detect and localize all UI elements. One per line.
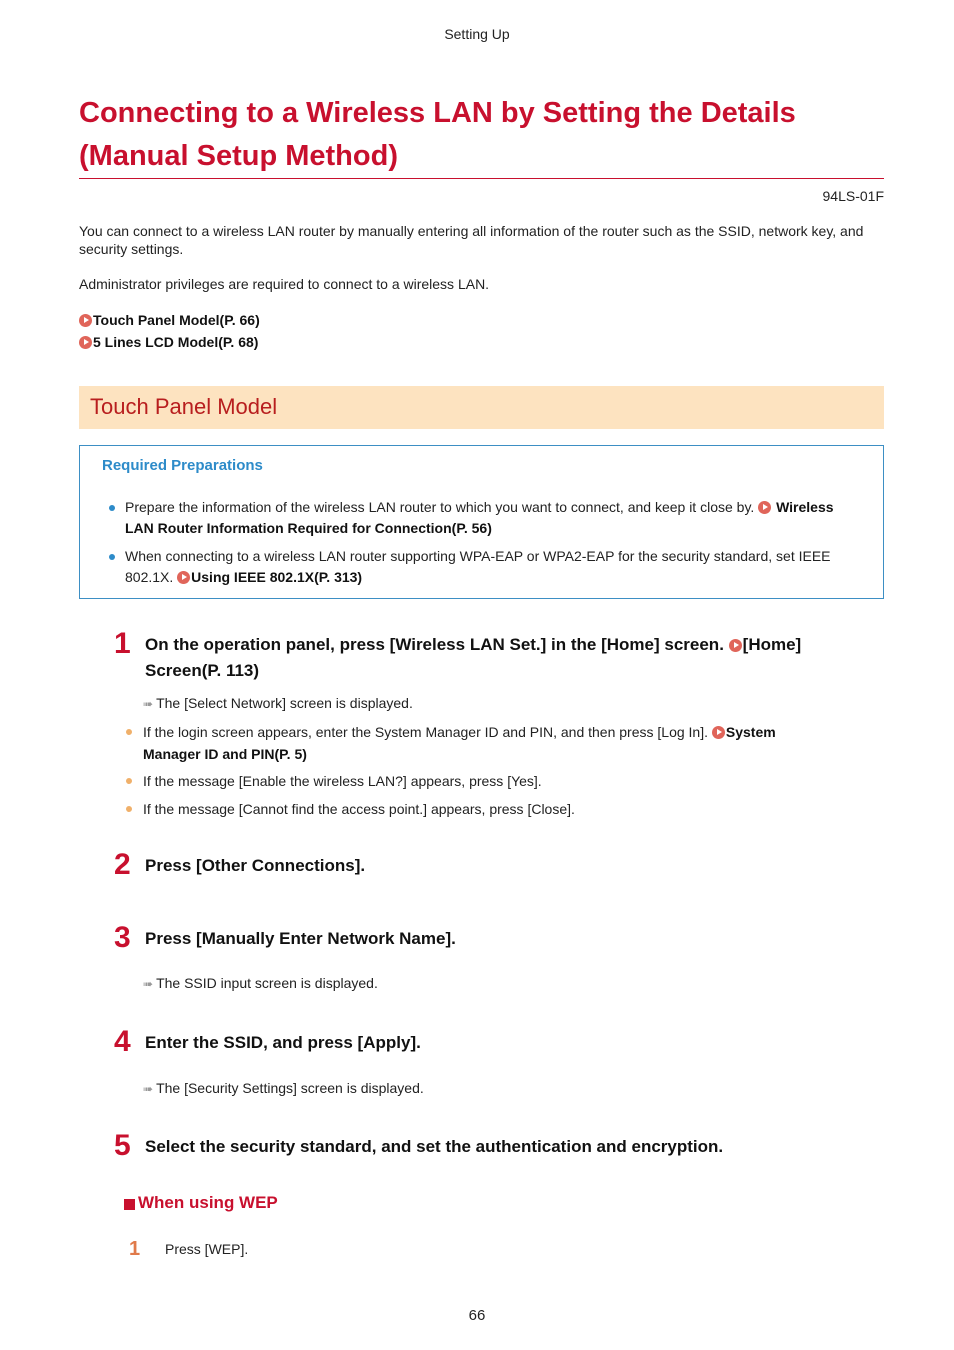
link-home-screen-a[interactable]: [Home] <box>742 635 802 654</box>
title-line-2: (Manual Setup Method) <box>79 140 398 172</box>
prep-item-1 <box>125 497 855 539</box>
link-arrow-icon <box>758 501 771 514</box>
prep-item-1-text: Prepare the information of the wireless LAN router to which you want to connect, and keep it close by. <box>125 499 755 515</box>
prep-item-2-text: When connecting to a wireless LAN router supporting WPA-EAP or WPA2-EAP for the security standard, set IEEE 802.1X. <box>125 548 831 585</box>
result-text: The [Security Settings] screen is displayed. <box>156 1080 424 1096</box>
step-2-instruction: Press [Other Connections]. <box>145 856 366 875</box>
step-4-result <box>143 1080 424 1096</box>
step-1-note-3: If the message [Cannot find the access point.] appears, press [Close]. <box>143 801 575 817</box>
step-number: 3 <box>114 921 131 954</box>
bullet-icon <box>126 806 132 812</box>
bullet-icon <box>126 778 132 784</box>
result-arrow-icon: ➠ <box>143 977 154 991</box>
link-arrow-icon <box>79 314 92 327</box>
step-number: 1 <box>114 627 131 660</box>
link-touch-panel-model[interactable] <box>79 312 260 328</box>
step-1-note-2: If the message [Enable the wireless LAN?] appears, press [Yes]. <box>143 773 542 789</box>
intro-paragraph: You can connect to a wireless LAN router by manually entering all information of the router such as the SSID, network key, and security settings. <box>79 223 864 257</box>
prep-item-2 <box>125 546 855 588</box>
substep-number: 1 <box>129 1238 141 1260</box>
document-id: 94LS-01F <box>822 188 884 204</box>
step-number: 5 <box>114 1129 131 1162</box>
wep-subheading: When using WEP <box>138 1193 278 1212</box>
step-1-text: On the operation panel, press [Wireless LAN Set.] in the [Home] screen. <box>145 635 724 654</box>
substep-text: Press [WEP]. <box>165 1241 249 1257</box>
bullet-icon <box>109 505 115 511</box>
step-3-result <box>143 975 378 991</box>
step-4-instruction: Enter the SSID, and press [Apply]. <box>145 1033 421 1052</box>
link-using-ieee-8021x[interactable]: Using IEEE 802.1X(P. 313) <box>191 569 363 585</box>
result-text: The [Select Network] screen is displayed. <box>156 695 413 711</box>
link-5-lines-lcd-model[interactable] <box>79 334 258 350</box>
title-line-1: Connecting to a Wireless LAN by Setting the Details <box>79 97 796 129</box>
section-marker-icon <box>124 1199 135 1210</box>
note-text: If the login screen appears, enter the System Manager ID and PIN, and then press [Log In]. <box>143 724 708 740</box>
result-arrow-icon: ➠ <box>143 1082 154 1096</box>
link-label: 5 Lines LCD Model(P. 68) <box>93 334 259 350</box>
link-arrow-icon <box>712 726 725 739</box>
admin-note: Administrator privileges are required to connect to a wireless LAN. <box>79 276 490 292</box>
step-5-instruction: Select the security standard, and set the authentication and encryption. <box>145 1137 724 1156</box>
link-arrow-icon <box>177 571 190 584</box>
link-system-manager-id-b[interactable]: Manager ID and PIN(P. 5) <box>143 746 307 762</box>
step-3-instruction: Press [Manually Enter Network Name]. <box>145 929 456 948</box>
required-preparations-title: Required Preparations <box>102 457 263 474</box>
page-header: Setting Up <box>444 26 510 42</box>
result-arrow-icon: ➠ <box>143 697 154 711</box>
link-arrow-icon <box>729 639 742 652</box>
step-1-instruction <box>145 632 865 684</box>
step-number: 2 <box>114 848 131 881</box>
bullet-icon <box>109 554 115 560</box>
step-1-result <box>143 695 413 711</box>
link-home-screen-b[interactable]: Screen(P. 113) <box>145 661 260 680</box>
link-wireless-lan-router-info[interactable]: Wireless LAN Router Information Required for Connection(P. 56) <box>125 499 834 536</box>
link-label: Touch Panel Model(P. 66) <box>93 312 260 328</box>
step-number: 4 <box>114 1025 131 1058</box>
section-title: Touch Panel Model <box>90 394 278 419</box>
page-number: 66 <box>468 1307 486 1324</box>
title-divider <box>79 178 884 179</box>
link-arrow-icon <box>79 336 92 349</box>
bullet-icon <box>126 729 132 735</box>
result-text: The SSID input screen is displayed. <box>156 975 378 991</box>
link-system-manager-id-a[interactable]: System <box>725 724 776 740</box>
step-1-note-1 <box>143 721 863 765</box>
page-title <box>79 92 899 178</box>
